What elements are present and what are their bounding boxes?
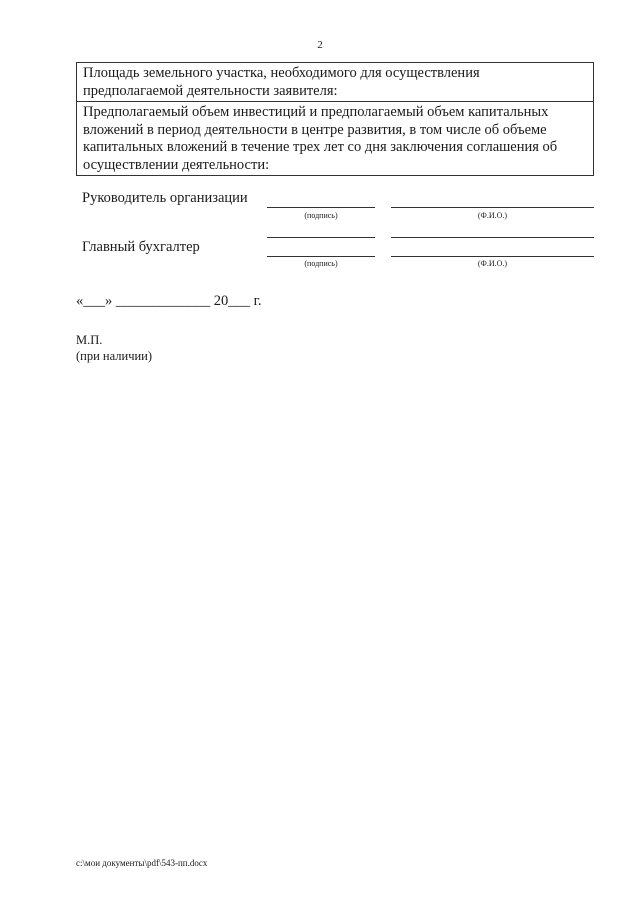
footer-file-path: c:\мои документы\pdf\543-пп.docx xyxy=(76,858,208,868)
signature-caption-accountant: (подпись) xyxy=(304,259,338,268)
stamp-note: (при наличии) xyxy=(76,349,153,363)
table-row-investment-volume: Предполагаемый объем инвестиций и предполагаемый объем капитальных вложений в период деятельности в центре развития, в том числе об объеме капитальных вложений в течение трех лет со дня заключения соглашения об осуществлении деятельности: xyxy=(77,101,593,175)
stamp-placeholder xyxy=(76,332,152,364)
page-number: 2 xyxy=(317,39,323,51)
upper-line-accountant-name xyxy=(391,237,594,238)
form-table xyxy=(76,62,594,176)
name-line-accountant xyxy=(391,256,594,257)
upper-line-accountant-signature xyxy=(267,237,375,238)
signature-line-director xyxy=(267,207,375,208)
table-row-land-area: Площадь земельного участка, необходимого для осуществления предполагаемой деятельности заявителя: xyxy=(83,65,480,99)
stamp-label: М.П. xyxy=(76,333,103,347)
name-caption-accountant: (Ф.И.О.) xyxy=(477,259,508,268)
signature-line-accountant xyxy=(267,256,375,257)
name-caption-director: (Ф.И.О.) xyxy=(477,211,508,220)
date-line: «___» _____________ 20___ г. xyxy=(76,293,262,309)
signature-label-accountant: Главный бухгалтер xyxy=(82,239,200,255)
name-line-director xyxy=(391,207,594,208)
signature-caption-director: (подпись) xyxy=(304,211,338,220)
signature-label-director: Руководитель организации xyxy=(82,190,248,206)
